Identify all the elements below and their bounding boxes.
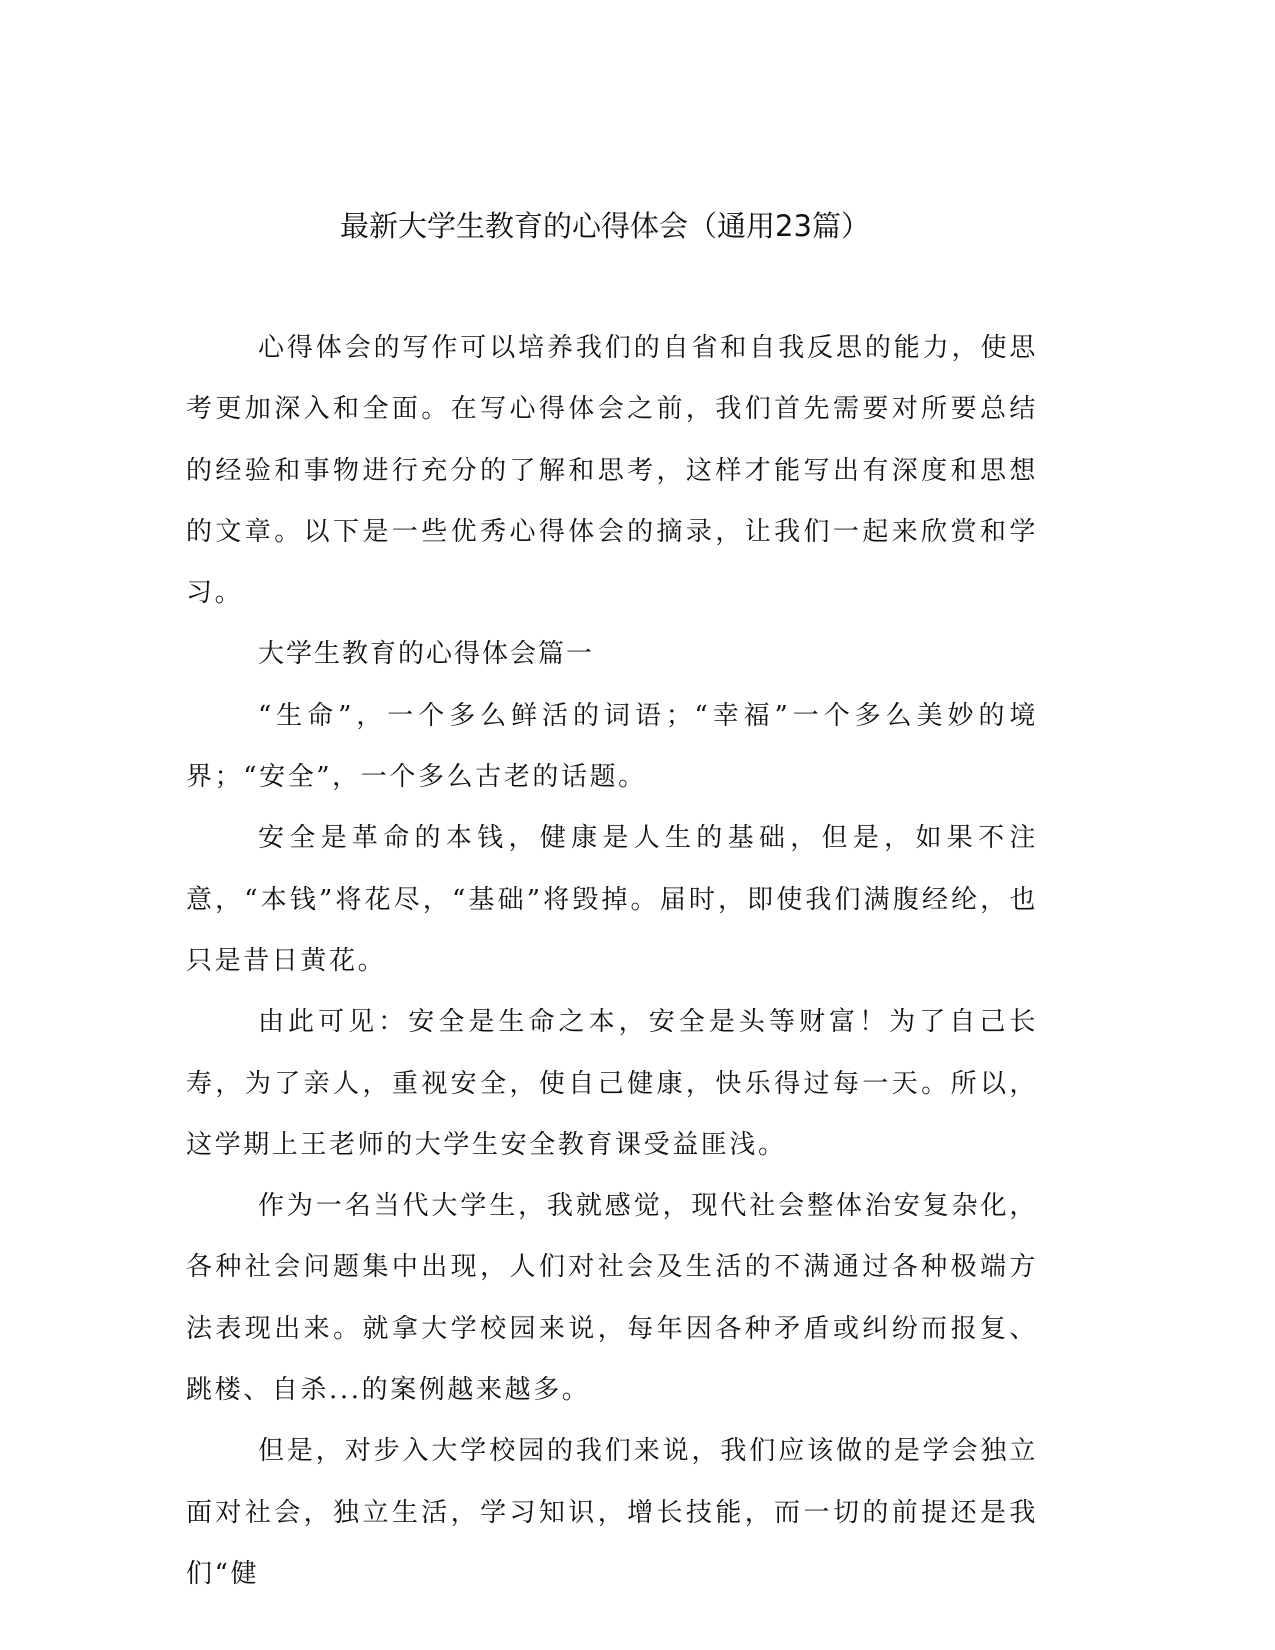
body-paragraph: 作为一名当代大学生，我就感觉，现代社会整体治安复杂化，各种社会问题集中出现，人们对社会及生活的不满通过各种极端方法表现出来。就拿大学校园来说，每年因各种矛盾或纠纷而报复、跳楼、自杀...的案例越来越多。 (186, 1191, 1038, 1406)
document-title: 最新大学生教育的心得体会（通用23篇） (340, 209, 870, 243)
body-paragraph: 由此可见：安全是生命之本，安全是头等财富！为了自己长寿，为了亲人，重视安全，使自己健康，快乐得过每一天。所以，这学期上王老师的大学生安全教育课受益匪浅。 (186, 1007, 1038, 1160)
document-body (186, 318, 1038, 1605)
body-paragraph: 但是，对步入大学校园的我们来说，我们应该做的是学会独立面对社会，独立生活，学习知识，增长技能，而一切的前提还是我们“健 (186, 1436, 1038, 1589)
body-paragraph: 安全是革命的本钱，健康是人生的基础，但是，如果不注意，“本钱”将花尽，“基础”将毁掉。届时，即使我们满腹经纶，也只是昔日黄花。 (186, 823, 1038, 976)
intro-paragraph: 心得体会的写作可以培养我们的自省和自我反思的能力，使思考更加深入和全面。在写心得体会之前，我们首先需要对所要总结的经验和事物进行充分的了解和思考，这样才能写出有深度和思想的文章。以下是一些优秀心得体会的摘录，让我们一起来欣赏和学习。 (186, 333, 1038, 609)
body-paragraph: “生命”，一个多么鲜活的词语；“幸福”一个多么美妙的境界；“安全”，一个多么古老的话题。 (186, 700, 1038, 793)
section-heading: 大学生教育的心得体会篇一 (258, 639, 595, 670)
